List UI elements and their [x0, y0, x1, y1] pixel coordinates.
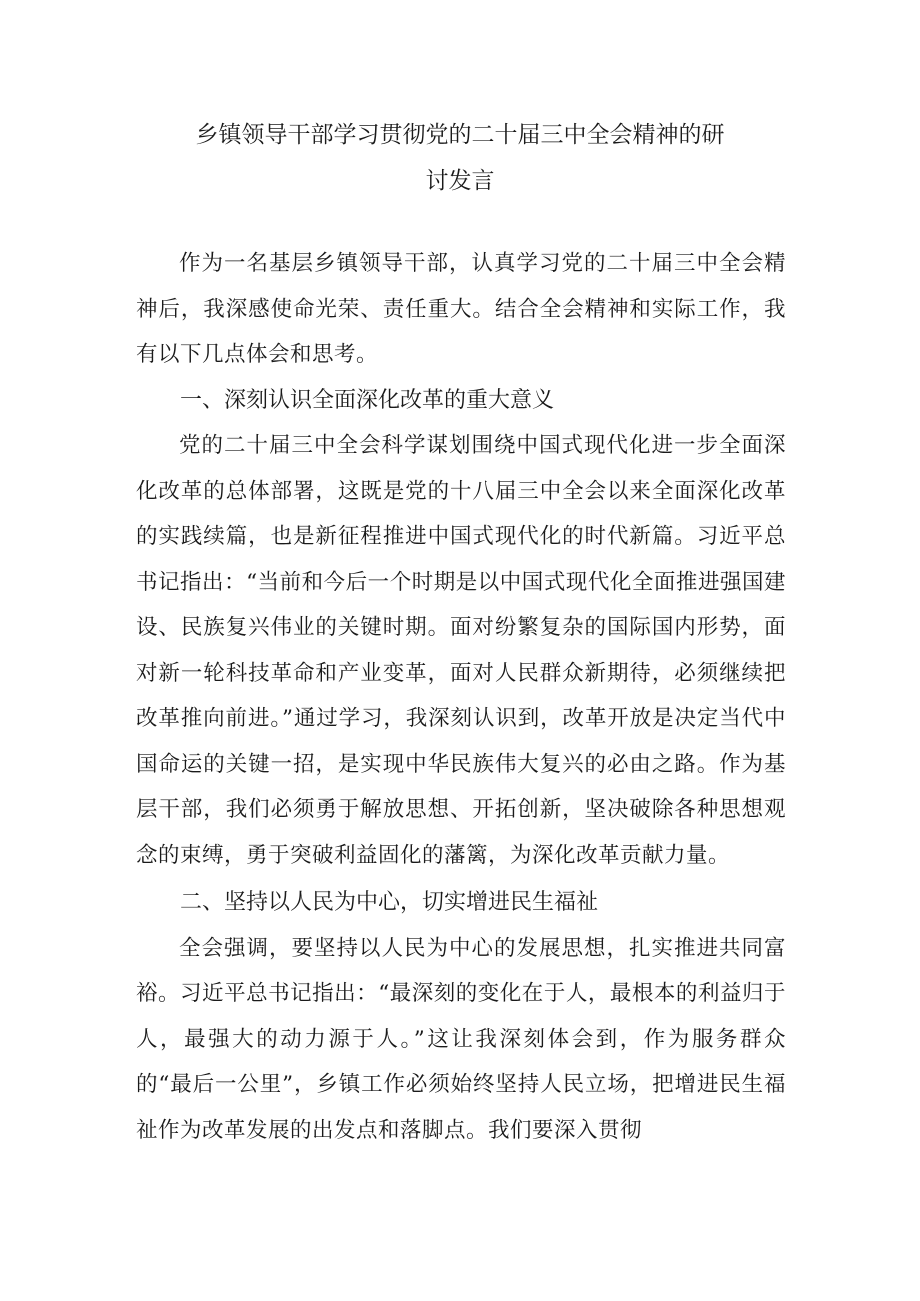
- document-title: [150, 112, 770, 204]
- document-body: [136, 241, 786, 1153]
- section-2-heading: 二、坚持以人民为中心，切实增进民生福祉: [180, 890, 599, 915]
- intro-paragraph: 作为一名基层乡镇领导干部，认真学习党的二十届三中全会精神后，我深感使命光荣、责任重大。结合全会精神和实际工作，我有以下几点体会和思考。: [136, 251, 786, 367]
- section-2-paragraph: 全会强调，要坚持以人民为中心的发展思想，扎实推进共同富裕。习近平总书记指出：“最深刻的变化在于人，最根本的利益归于人，最强大的动力源于人。”这让我深刻体会到，作为服务群众的“最后一公里”，乡镇工作必须始终坚持人民立场，把增进民生福祉作为改革发展的出发点和落脚点。我们要深入贯彻: [136, 935, 786, 1143]
- title-line-1: 乡镇领导干部学习贯彻党的二十届三中全会精神的研: [195, 122, 725, 148]
- section-1-paragraph: 党的二十届三中全会科学谋划围绕中国式现代化进一步全面深化改革的总体部署，这既是党的十八届三中全会以来全面深化改革的实践续篇，也是新征程推进中国式现代化的时代新篇。习近平总书记指出：“当前和今后一个时期是以中国式现代化全面推进强国建设、民族复兴伟业的关键时期。面对纷繁复杂的国际国内形势，面对新一轮科技革命和产业变革，面对人民群众新期待，必须继续把改革推向前进。”通过学习，我深刻认识到，改革开放是决定当代中国命运的关键一招，是实现中华民族伟大复兴的必由之路。作为基层干部，我们必须勇于解放思想、开拓创新，坚决破除各种思想观念的束缚，勇于突破利益固化的藩篱，为深化改革贡献力量。: [136, 433, 786, 868]
- title-line-2: 讨发言: [425, 168, 495, 194]
- section-1-heading: 一、深刻认识全面深化改革的重大意义: [180, 387, 555, 413]
